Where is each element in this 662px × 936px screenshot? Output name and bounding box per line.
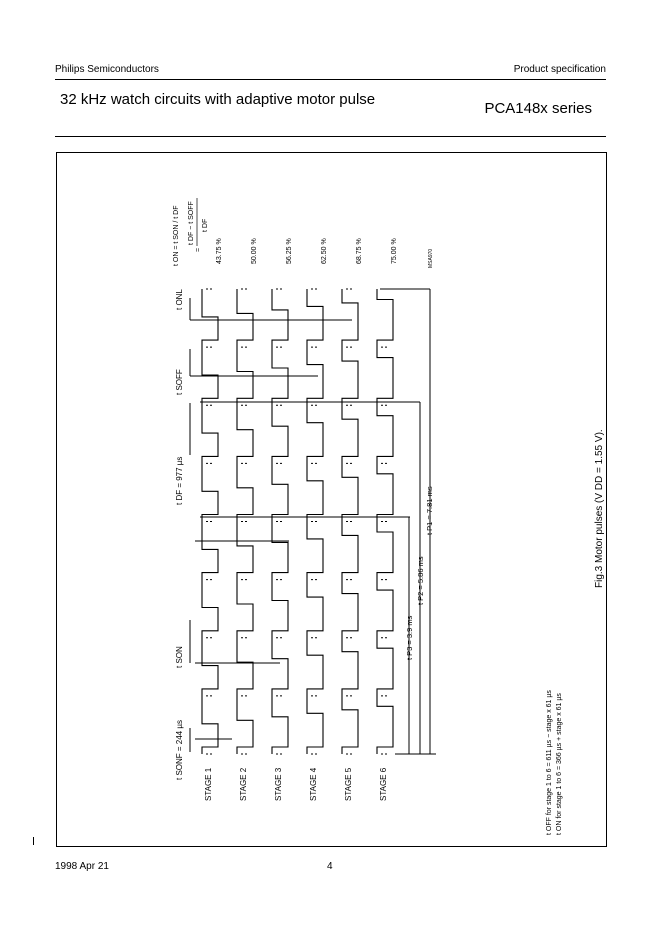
- footer-date: 1998 Apr 21: [55, 861, 109, 872]
- formula-line-3: t DF: [202, 218, 209, 232]
- formula-line-2: t DF − t SOFF: [188, 201, 195, 245]
- label-tp3: t P3 = 3.9 ms: [405, 615, 414, 660]
- note-ton: t ON for stage 1 to 6 = 366 µs + stage x 61 µs: [556, 693, 563, 835]
- doc-title: 32 kHz watch circuits with adaptive motor pulse: [60, 91, 376, 108]
- formula-line-1: t ON = t SON / t DF: [173, 205, 180, 266]
- stage-label-6: STAGE 6: [379, 767, 388, 801]
- stage-label-1: STAGE 1: [204, 767, 213, 801]
- duty-label-1: 43.75 %: [216, 238, 223, 264]
- duty-label-6: 75.00 %: [391, 238, 398, 264]
- stage-label-3: STAGE 3: [274, 767, 283, 801]
- stage-label-5: STAGE 5: [344, 767, 353, 801]
- duty-label-3: 56.25 %: [286, 238, 293, 264]
- label-tp2: t P2 = 5.86 ms: [416, 556, 425, 605]
- figure-caption: Fig.3 Motor pulses (V DD = 1.55 V).: [594, 429, 605, 588]
- label-tsoff: t SOFF: [175, 369, 184, 395]
- note-toff: t OFF for stage 1 to 6 = 611 µs − stage x 61 µs: [546, 690, 553, 835]
- ref-code: MSA970: [428, 248, 434, 268]
- stage-label-2: STAGE 2: [239, 767, 248, 801]
- page-number: 4: [327, 861, 333, 872]
- formula-eq: =: [195, 247, 202, 252]
- duty-label-5: 68.75 %: [356, 238, 363, 264]
- company-name: Philips Semiconductors: [55, 64, 159, 75]
- series-name: PCA148x series: [484, 100, 592, 117]
- label-tdf: t DF = 977 µs: [175, 456, 184, 505]
- label-tonl: t ONL: [175, 289, 184, 310]
- duty-label-2: 50.00 %: [251, 238, 258, 264]
- label-tsonf: t SONF = 244 µs: [175, 720, 184, 780]
- label-tp1: t P1 = 7.81 ms: [425, 486, 434, 535]
- stage-label-4: STAGE 4: [309, 767, 318, 801]
- label-tson: t SON: [175, 646, 184, 668]
- duty-label-4: 62.50 %: [321, 238, 328, 264]
- doc-type: Product specification: [513, 64, 606, 75]
